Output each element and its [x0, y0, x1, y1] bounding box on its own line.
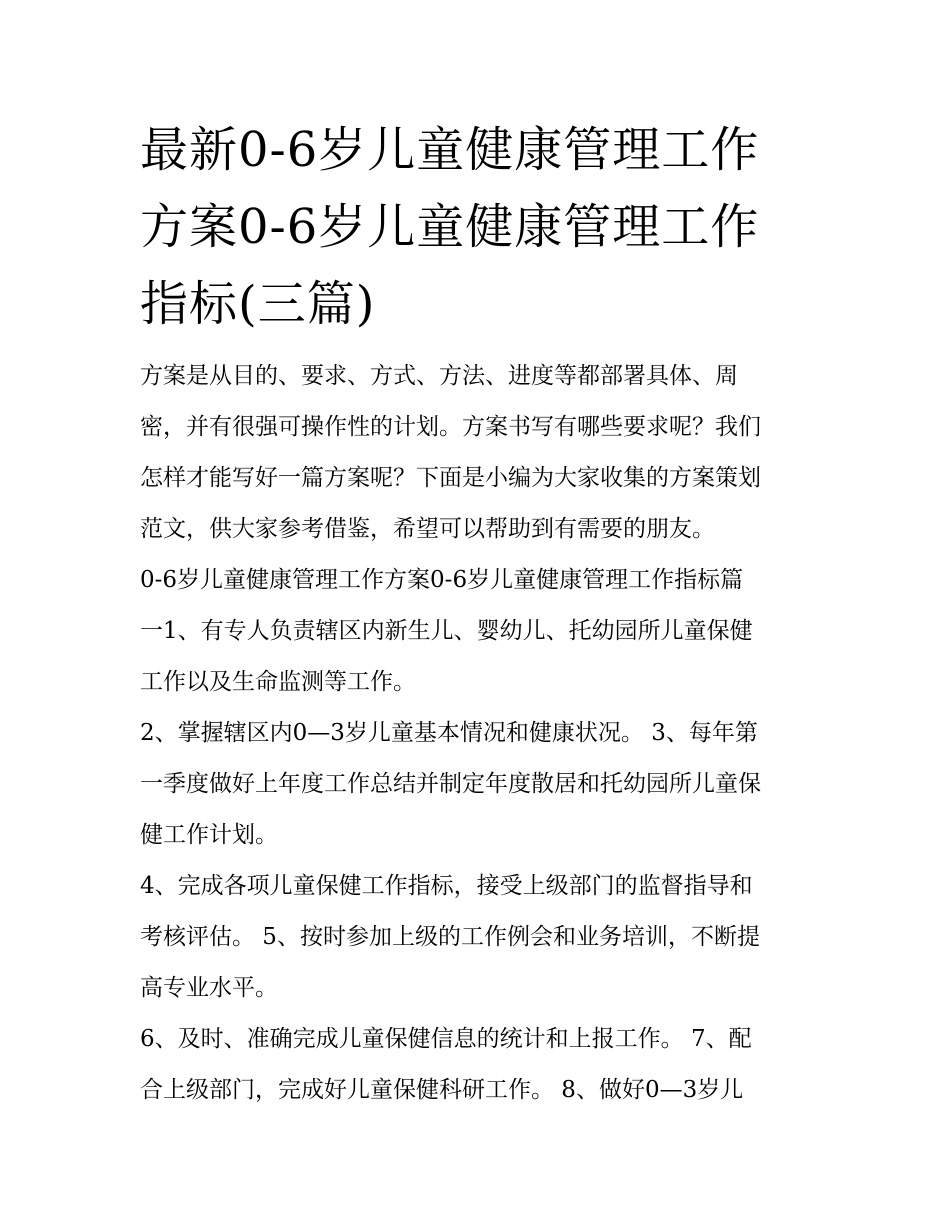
text-line: 2、掌握辖区内0—3岁儿童基本情况和健康状况。 3、每年第	[140, 720, 758, 746]
text-line: 健工作计划。	[140, 822, 278, 848]
paragraph-items-4-5	[140, 861, 812, 1014]
text-line: 一1、有专人负责辖区内新生儿、婴幼儿、托幼园所儿童保健	[140, 618, 753, 644]
text-line: 考核评估。 5、按时参加上级的工作例会和业务培训，不断提	[140, 924, 760, 950]
text-line: 怎样才能写好一篇方案呢？下面是小编为大家收集的方案策划	[140, 465, 761, 491]
text-line: 密，并有很强可操作性的计划。方案书写有哪些要求呢？我们	[140, 414, 761, 440]
text-line: 6、及时、准确完成儿童保健信息的统计和上报工作。 7、配	[140, 1026, 752, 1052]
title-line: 最新0-6岁儿童健康管理工作	[140, 122, 760, 178]
text-line: 方案是从目的、要求、方式、方法、进度等都部署具体、周	[140, 363, 738, 389]
paragraph-section-1	[140, 555, 812, 708]
title-line: 指标(三篇)	[140, 276, 376, 332]
title-line: 方案0-6岁儿童健康管理工作	[140, 199, 760, 255]
document-page	[140, 112, 812, 1116]
text-line: 合上级部门，完成好儿童保健科研工作。 8、做好0—3岁儿	[140, 1077, 744, 1103]
paragraph-intro	[140, 351, 812, 555]
text-line: 一季度做好上年度工作总结并制定年度散居和托幼园所儿童保	[140, 771, 761, 797]
text-line: 4、完成各项儿童保健工作指标，接受上级部门的监督指导和	[140, 873, 753, 899]
document-title	[140, 112, 812, 343]
text-line: 高专业水平。	[140, 975, 278, 1001]
text-line: 工作以及生命监测等工作。	[140, 669, 416, 695]
text-line: 0-6岁儿童健康管理工作方案0-6岁儿童健康管理工作指标篇	[140, 567, 744, 593]
paragraph-items-2-3	[140, 708, 812, 861]
text-line: 范文，供大家参考借鉴，希望可以帮助到有需要的朋友。	[140, 516, 715, 542]
paragraph-items-6-8	[140, 1014, 812, 1116]
